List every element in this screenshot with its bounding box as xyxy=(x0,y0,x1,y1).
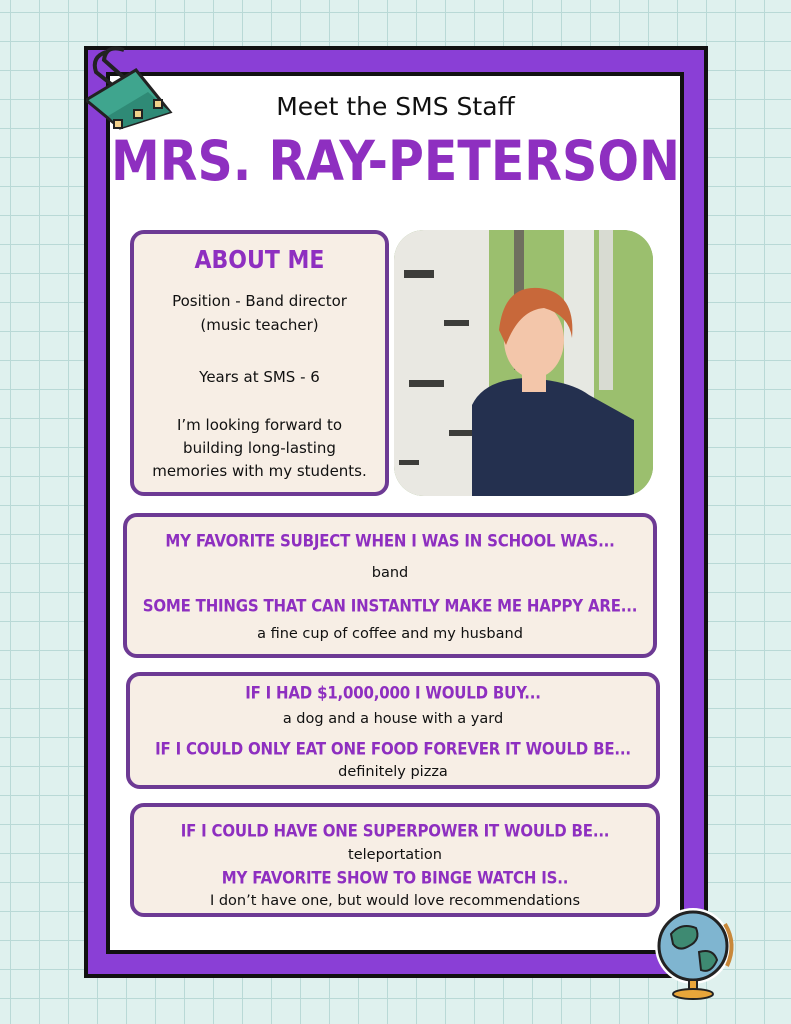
question-label: SOME THINGS THAT CAN INSTANTLY MAKE ME HAPPY ARE... xyxy=(142,595,638,617)
answer-text: band xyxy=(371,565,409,581)
position-line-1: Position - Band director xyxy=(172,292,347,310)
favorites-box-3 xyxy=(130,803,660,917)
statement-line-2: building long-lasting xyxy=(183,439,336,457)
position-line-2: (music teacher) xyxy=(200,316,319,334)
page-title: MRS. RAY-PETERSON xyxy=(110,129,680,194)
statement-line-3: memories with my students. xyxy=(152,462,367,480)
about-me-heading: ABOUT ME xyxy=(194,246,325,275)
question-label: MY FAVORITE SHOW TO BINGE WATCH IS.. xyxy=(221,867,569,889)
about-me-box xyxy=(130,230,389,496)
favorites-box-2 xyxy=(126,672,660,789)
answer-text: a dog and a house with a yard xyxy=(282,711,504,727)
answer-text: definitely pizza xyxy=(338,764,448,780)
question-label: IF I COULD ONLY EAT ONE FOOD FOREVER IT WOULD BE... xyxy=(155,738,631,760)
question-label: MY FAVORITE SUBJECT WHEN I WAS IN SCHOOL WAS... xyxy=(165,530,615,552)
statement-line-1: I’m looking forward to xyxy=(176,416,343,434)
answer-text: teleportation xyxy=(348,847,442,863)
answer-text: I don’t have one, but would love recommendations xyxy=(209,893,581,909)
binder-clip-icon xyxy=(86,42,176,132)
answer-text: a fine cup of coffee and my husband xyxy=(257,626,523,642)
teacher-photo xyxy=(394,230,653,496)
question-label: IF I HAD $1,000,000 I WOULD BUY... xyxy=(245,682,541,704)
globe-icon xyxy=(651,904,741,1000)
question-label: IF I COULD HAVE ONE SUPERPOWER IT WOULD BE... xyxy=(180,820,610,842)
page-subtitle: Meet the SMS Staff xyxy=(276,92,515,121)
years-at-sms: Years at SMS - 6 xyxy=(199,368,320,386)
favorites-box-1 xyxy=(123,513,657,658)
